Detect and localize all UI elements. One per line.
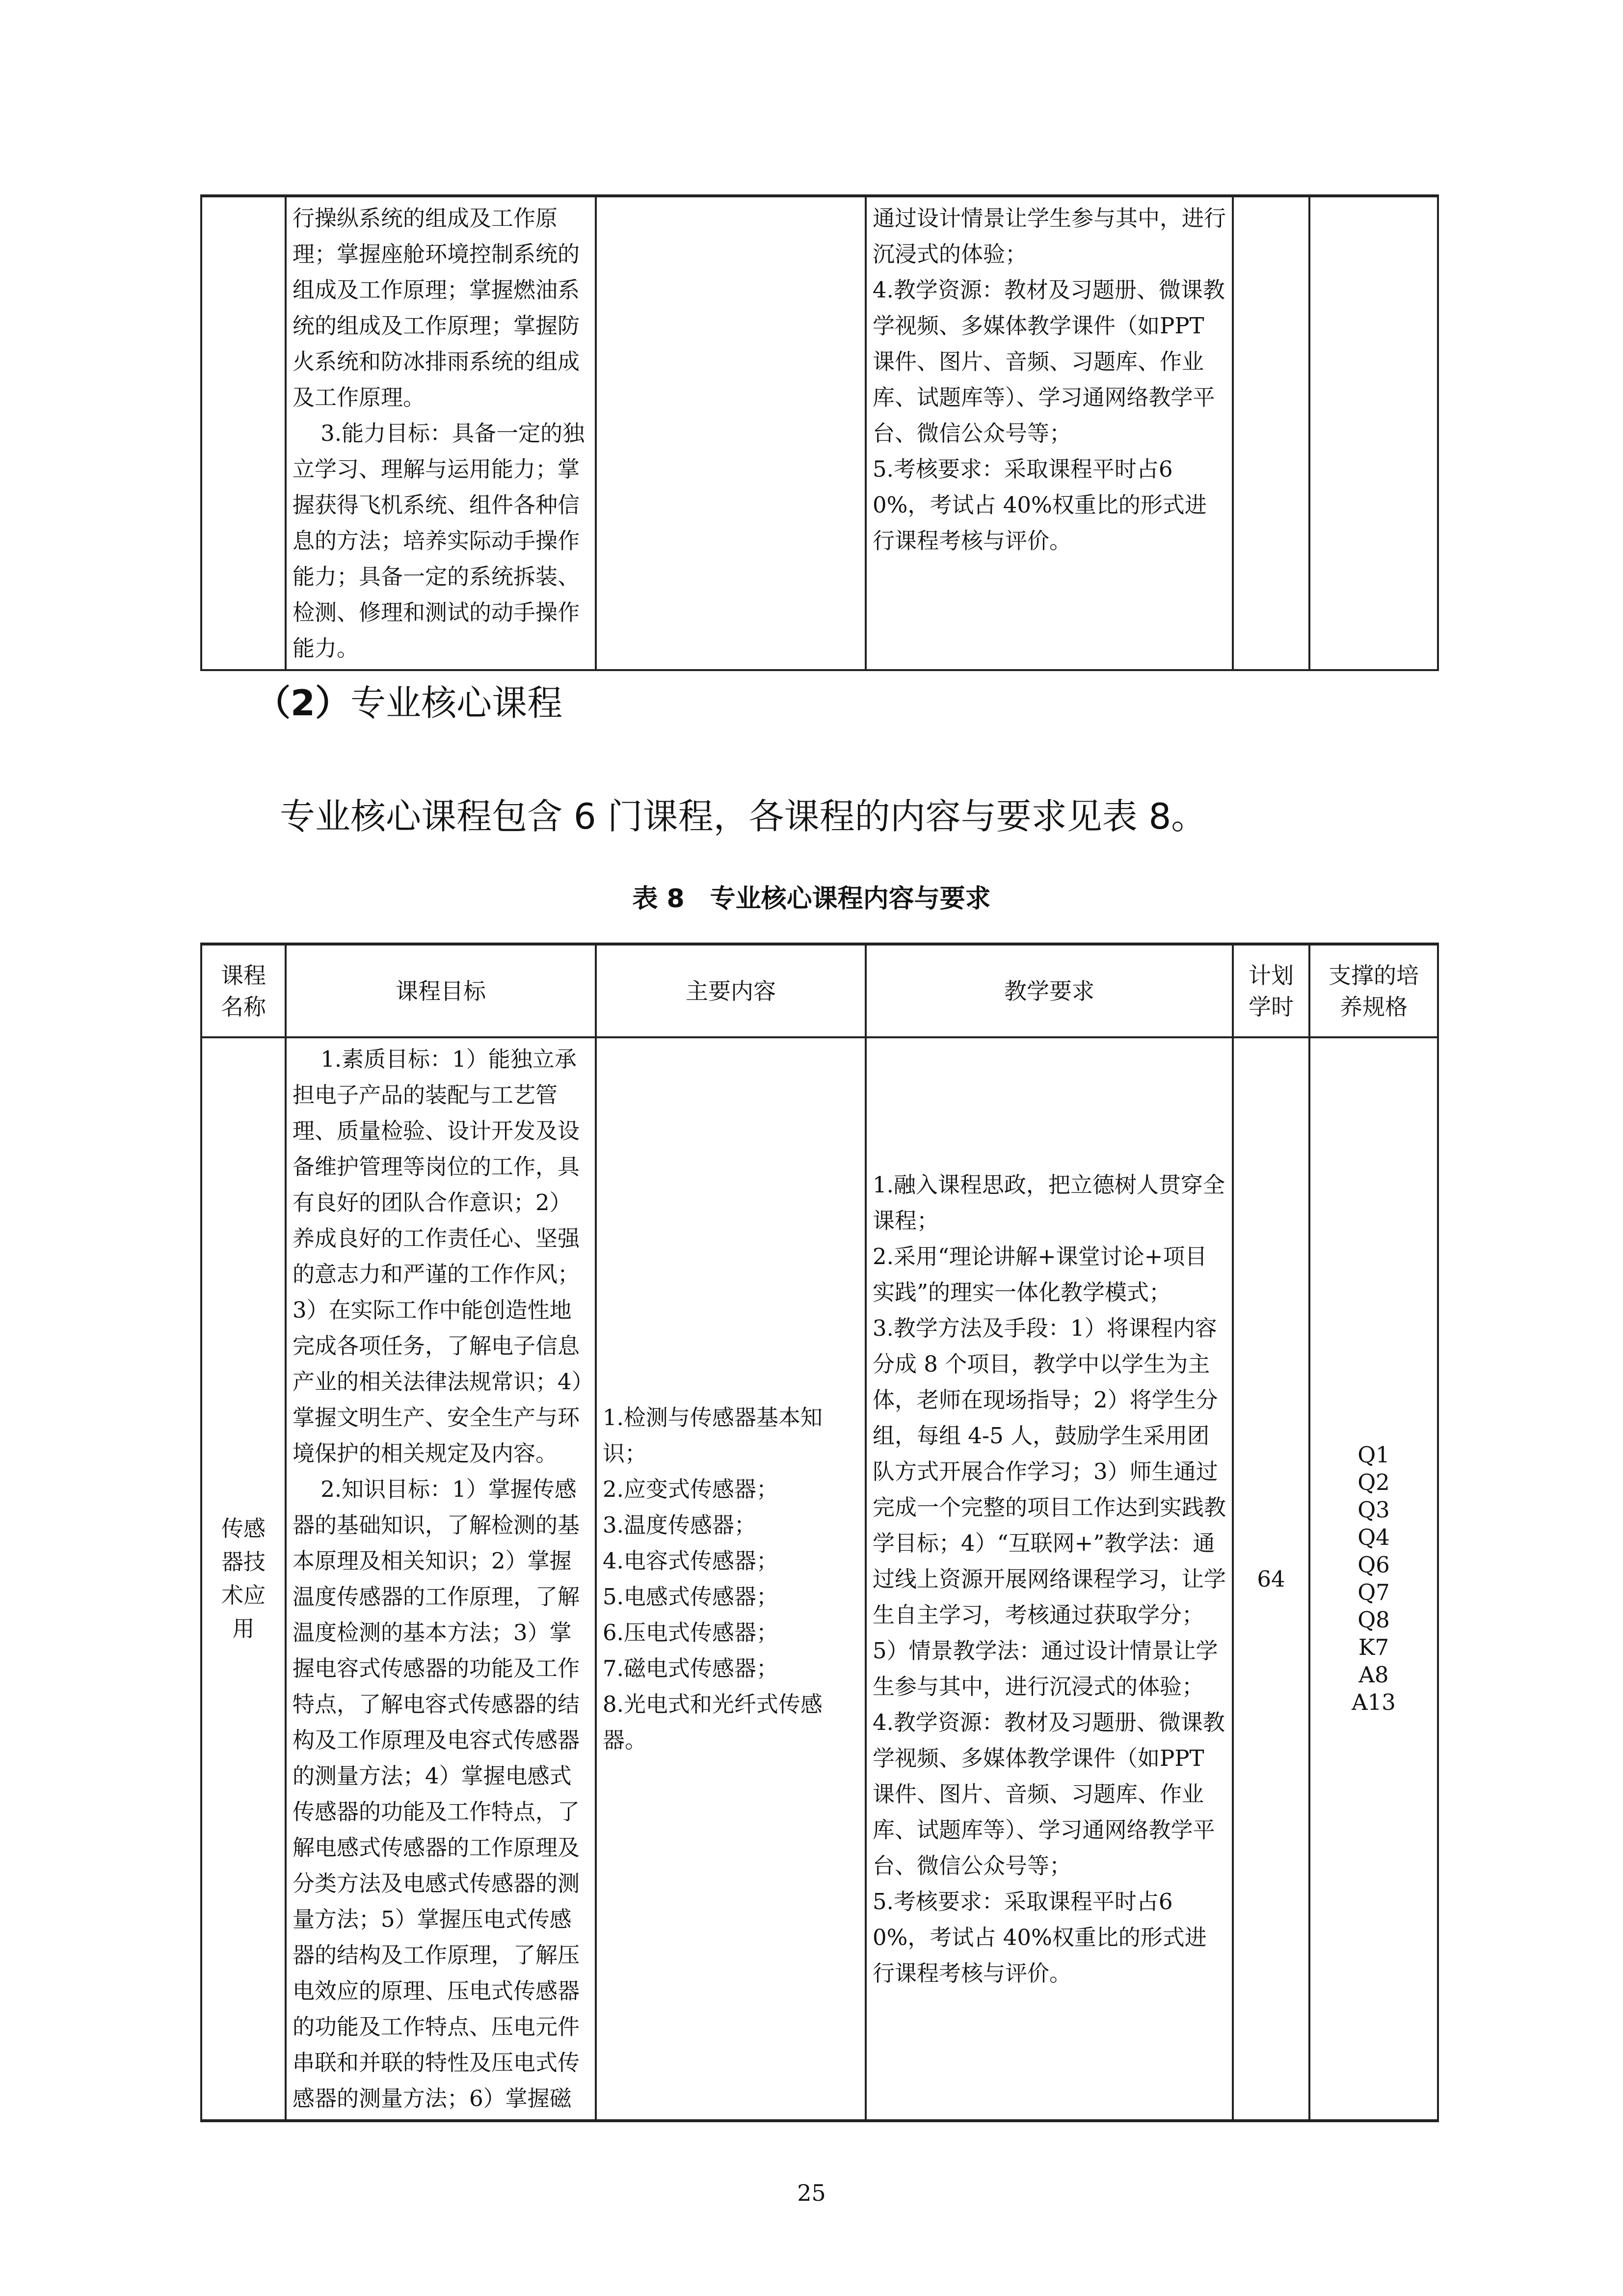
course-name-cell (201, 196, 286, 670)
planned-hours-cell (1233, 196, 1309, 670)
course-goals-cell: 1.素质目标：1）能独立承担电子产品的装配与工艺管理、质量检验、设计开发及设备维护管理等岗位的工作，具有良好的团队合作意识；2）养成良好的工作责任心、坚强的意志力和严谨的工作作风；3）在实际工作中能创造性地完成各项任务，了解电子信息产业的相关法律法规常识；4）掌握文明生产、安全生产与环境保护的相关规定及内容。 2.知识目标：1）掌握传感器的基础知识，了解检测的基本原理及相关知识；2）掌握温度传感器的工作原理，了解温度检测的基本方法；3）掌握电容式传感器的功能及工作特点，了解电容式传感器的结构及工作原理及电容式传感器的测量方法；4）掌握电感式传感器的功能及工作特点，了解电感式传感器的工作原理及分类方法及电感式传感器的测量方法；5）掌握压电式传感器的结构及工作原理，了解压电效应的原理、压电式传感器的功能及工作特点、压电元件串联和并联的特性及压电式传感器的测量方法；6）掌握磁 (286, 1037, 596, 2121)
course-name-cell: 传感 器技 术应 用 (201, 1037, 286, 2121)
header-course-goals: 课程目标 (286, 944, 596, 1037)
section-number: （2） (255, 682, 351, 724)
course-goals-cell: 行操纵系统的组成及工作原理；掌握座舱环境控制系统的组成及工作原理；掌握燃油系统的组成及工作原理；掌握防火系统和防冰排雨系统的组成及工作原理。 3.能力目标：具备一定的独立学习、理解与运用能力；掌握获得飞机系统、组件各种信息的方法；培养实际动手操作能力；具备一定的系统拆装、检测、修理和测试的动手操作能力。 (286, 196, 596, 670)
table-header-row (201, 944, 1438, 1037)
page-number: 25 (797, 2180, 826, 2206)
section-heading (255, 675, 562, 726)
main-content-cell: 1.检测与传感器基本知识； 2.应变式传感器； 3.温度传感器； 4.电容式传感器； 5.电感式传感器； 6.压电式传感器； 7.磁电式传感器； 8.光电式和光纤式传感器。 (596, 1037, 866, 2121)
header-planned-hours: 计划 学时 (1233, 944, 1309, 1037)
header-main-content: 主要内容 (596, 944, 866, 1037)
table-row (201, 196, 1438, 670)
teaching-requirements-cell: 1.融入课程思政，把立德树人贯穿全课程； 2.采用“理论讲解+课堂讨论+项目实践”的理实一体化教学模式； 3.教学方法及手段：1）将课程内容分成 8 个项目，教学中以学生为主体，老师在现场指导；2）将学生分组，每组 4-5 人，鼓励学生采用团队方式开展合作学习；3）师生通过完成一个完整的项目工作达到实践教学目标；4）“互联网+”教学法：通过线上资源开展网络课程学习，让学生自主学习，考核通过获取学分；5）情景教学法：通过设计情景让学生参与其中，进行沉浸式的体验； 4.教学资源：教材及习题册、微课教学视频、多媒体教学课件（如PPT课件、图片、音频、习题库、作业库、试题库等）、学习通网络教学平台、微信公众号等； 5.考核要求：采取课程平时占60%，考试占 40%权重比的形式进行课程考核与评价。 (866, 1037, 1233, 2121)
main-content-cell (596, 196, 866, 670)
supported-specs-cell: Q1 Q2 Q3 Q4 Q6 Q7 Q8 K7 A8 A13 (1309, 1037, 1438, 2121)
section-paragraph: 专业核心课程包含 6 门课程，各课程的内容与要求见表 8。 (280, 796, 1207, 837)
table-caption: 表 8 专业核心课程内容与要求 (632, 884, 991, 914)
supported-specs-cell (1309, 196, 1438, 670)
planned-hours-cell: 64 (1233, 1037, 1309, 2121)
header-course-name: 课程 名称 (201, 944, 286, 1037)
header-teaching-requirements: 教学要求 (866, 944, 1233, 1037)
header-supported-specs: 支撑的培 养规格 (1309, 944, 1438, 1037)
core-course-table (200, 943, 1439, 2122)
table-row (201, 1037, 1438, 2121)
continued-course-table (200, 194, 1439, 671)
section-title: 专业核心课程 (350, 682, 563, 724)
teaching-requirements-cell: 通过设计情景让学生参与其中，进行沉浸式的体验； 4.教学资源：教材及习题册、微课教学视频、多媒体教学课件（如PPT课件、图片、音频、习题库、作业库、试题库等）、学习通网络教学平台、微信公众号等； 5.考核要求：采取课程平时占60%，考试占 40%权重比的形式进行课程考核与评价。 (866, 196, 1233, 670)
